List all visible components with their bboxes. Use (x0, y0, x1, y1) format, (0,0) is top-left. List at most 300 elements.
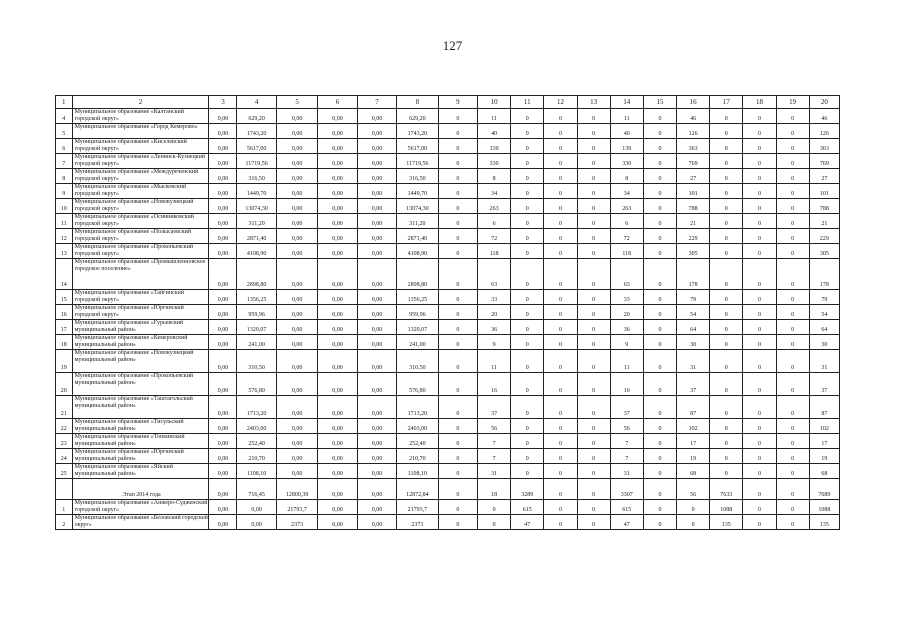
value-cell: 0 (544, 199, 577, 214)
value-cell: 0 (544, 419, 577, 434)
entity-name-cell: Муниципальное образование «Тисульский муниципальный район» (72, 419, 209, 434)
value-cell: 0,00 (209, 515, 237, 530)
value-cell: 0,00 (209, 335, 237, 350)
value-cell: 3289 (511, 479, 544, 500)
value-cell: 34 (478, 184, 511, 199)
value-cell: 7 (610, 449, 643, 464)
value-cell: 0,00 (357, 500, 396, 515)
value-cell: 0,00 (318, 214, 357, 229)
table-body (56, 96, 840, 530)
table-row (56, 500, 840, 515)
value-cell: 7689 (809, 479, 839, 500)
value-cell: 0 (710, 244, 743, 259)
value-cell: 0 (743, 229, 776, 244)
value-cell: 0,00 (209, 139, 237, 154)
value-cell: 1449,70 (237, 184, 276, 199)
value-cell: 0,00 (318, 305, 357, 320)
value-cell: 0 (544, 244, 577, 259)
value-cell: 33 (478, 290, 511, 305)
value-cell: 0,00 (318, 419, 357, 434)
value-cell: 252,40 (237, 434, 276, 449)
value-cell: 31 (809, 350, 839, 373)
value-cell: 0 (776, 109, 809, 124)
column-header: 9 (438, 96, 477, 109)
value-cell: 21793,7 (397, 500, 438, 515)
value-cell: 9 (478, 335, 511, 350)
value-cell: 0 (743, 434, 776, 449)
table-row (56, 373, 840, 396)
value-cell: 0,00 (318, 320, 357, 335)
value-cell: 0 (743, 154, 776, 169)
value-cell: 6 (478, 214, 511, 229)
value-cell: 21793,7 (276, 500, 317, 515)
column-header: 7 (357, 96, 396, 109)
value-cell: 0,00 (357, 373, 396, 396)
value-cell: 0 (511, 184, 544, 199)
value-cell: 0,00 (318, 479, 357, 500)
value-cell: 36 (610, 320, 643, 335)
table-row (56, 320, 840, 335)
entity-name-cell: Муниципальное образование «Анжеро-Судженский городской округ» (72, 500, 209, 515)
value-cell: 0 (511, 335, 544, 350)
value-cell: 46 (809, 109, 839, 124)
value-cell: 0 (577, 184, 610, 199)
table-row (56, 244, 840, 259)
value-cell: 0 (743, 335, 776, 350)
value-cell: 101 (677, 184, 710, 199)
row-number-cell: 8 (56, 169, 73, 184)
value-cell: 0 (710, 464, 743, 479)
value-cell: 0 (544, 214, 577, 229)
value-cell: 87 (809, 396, 839, 419)
value-cell: 0,00 (357, 139, 396, 154)
row-number-cell: 20 (56, 373, 73, 396)
value-cell: 0,00 (357, 419, 396, 434)
entity-name-cell: Муниципальное образование «Осинниковский городской округ» (72, 214, 209, 229)
value-cell: 11719,56 (237, 154, 276, 169)
value-cell: 118 (478, 244, 511, 259)
value-cell: 0 (511, 169, 544, 184)
value-cell: 0,00 (209, 479, 237, 500)
value-cell: 40 (610, 124, 643, 139)
row-number-cell: 23 (56, 434, 73, 449)
value-cell: 0 (511, 396, 544, 419)
value-cell: 0,00 (318, 139, 357, 154)
value-cell: 0 (577, 500, 610, 515)
value-cell: 0 (438, 419, 477, 434)
value-cell: 21 (809, 214, 839, 229)
value-cell: 0 (677, 515, 710, 530)
value-cell: 0 (438, 229, 477, 244)
value-cell: 0 (511, 419, 544, 434)
value-cell: 0 (544, 154, 577, 169)
value-cell: 0 (743, 464, 776, 479)
value-cell: 0 (710, 396, 743, 419)
table-row (56, 515, 840, 530)
value-cell: 0 (743, 515, 776, 530)
value-cell: 0,00 (318, 184, 357, 199)
entity-name-cell: Муниципальное образование «Юргинский муниципальный район» (72, 449, 209, 464)
value-cell: 0,00 (276, 244, 317, 259)
value-cell: 0 (776, 184, 809, 199)
value-cell: 0,00 (357, 305, 396, 320)
value-cell: 0,00 (318, 373, 357, 396)
value-cell: 0 (776, 199, 809, 214)
value-cell: 0,00 (209, 500, 237, 515)
value-cell: 0 (511, 373, 544, 396)
value-cell: 0 (643, 419, 676, 434)
value-cell: 0,00 (357, 229, 396, 244)
value-cell: 46 (677, 109, 710, 124)
value-cell: 252,40 (397, 434, 438, 449)
table-row (56, 464, 840, 479)
value-cell: 0 (743, 320, 776, 335)
value-cell: 0 (710, 229, 743, 244)
row-number-cell: 14 (56, 259, 73, 290)
value-cell: 305 (677, 244, 710, 259)
value-cell: 0,00 (209, 305, 237, 320)
value-cell: 0 (710, 259, 743, 290)
value-cell: 0 (544, 124, 577, 139)
column-header: 14 (610, 96, 643, 109)
value-cell: 0 (743, 214, 776, 229)
value-cell: 0,00 (357, 320, 396, 335)
value-cell: 87 (677, 396, 710, 419)
entity-name-cell: Муниципальное образование «Полысаевский городской округ» (72, 229, 209, 244)
value-cell: 0 (643, 335, 676, 350)
value-cell: 0 (643, 244, 676, 259)
value-cell: 13074,30 (397, 199, 438, 214)
table-row (56, 434, 840, 449)
value-cell: 0 (438, 259, 477, 290)
value-cell: 0,00 (357, 335, 396, 350)
value-cell: 0 (743, 169, 776, 184)
value-cell: 0 (776, 396, 809, 419)
value-cell: 0 (710, 290, 743, 305)
value-cell: 0 (776, 373, 809, 396)
total-row (56, 479, 840, 500)
value-cell: 0 (544, 515, 577, 530)
column-header: 16 (677, 96, 710, 109)
value-cell: 0 (511, 229, 544, 244)
value-cell: 0 (743, 109, 776, 124)
value-cell: 0 (710, 169, 743, 184)
value-cell: 0,00 (276, 320, 317, 335)
value-cell: 17 (809, 434, 839, 449)
value-cell: 0,00 (357, 515, 396, 530)
value-cell: 0 (438, 290, 477, 305)
value-cell: 0 (643, 109, 676, 124)
value-cell: 139 (610, 139, 643, 154)
value-cell: 241,00 (237, 335, 276, 350)
value-cell: 0,00 (318, 290, 357, 305)
value-cell: 4108,90 (397, 244, 438, 259)
value-cell: 0,00 (318, 169, 357, 184)
value-cell: 0,00 (357, 199, 396, 214)
value-cell: 0 (710, 373, 743, 396)
value-cell: 0 (743, 124, 776, 139)
value-cell: 64 (677, 320, 710, 335)
value-cell: 0,00 (318, 124, 357, 139)
value-cell: 0 (511, 449, 544, 464)
value-cell: 959,96 (397, 305, 438, 320)
value-cell: 1108,10 (397, 464, 438, 479)
value-cell: 615 (511, 500, 544, 515)
value-cell: 0 (577, 124, 610, 139)
row-number-cell (56, 479, 73, 500)
value-cell: 0 (438, 214, 477, 229)
value-cell: 0,00 (237, 500, 276, 515)
value-cell: 0 (743, 244, 776, 259)
value-cell: 0,00 (209, 373, 237, 396)
table-row (56, 305, 840, 320)
value-cell: 31 (610, 464, 643, 479)
value-cell: 37 (677, 373, 710, 396)
value-cell: 2373 (397, 515, 438, 530)
value-cell: 0,00 (318, 350, 357, 373)
entity-name-cell: Муниципальное образование «Ленинск-Кузнецкий городской округ» (72, 154, 209, 169)
value-cell: 47 (610, 515, 643, 530)
value-cell: 769 (677, 154, 710, 169)
value-cell: 6 (610, 214, 643, 229)
value-cell: 0 (776, 214, 809, 229)
value-cell: 311,20 (237, 214, 276, 229)
value-cell: 0 (511, 434, 544, 449)
value-cell: 0,00 (318, 244, 357, 259)
value-cell: 615 (610, 500, 643, 515)
value-cell: 576,80 (397, 373, 438, 396)
value-cell: 0 (577, 335, 610, 350)
value-cell: 0,00 (209, 434, 237, 449)
value-cell: 0,00 (276, 335, 317, 350)
value-cell: 0,00 (276, 259, 317, 290)
value-cell: 0 (478, 500, 511, 515)
value-cell: 2373 (276, 515, 317, 530)
value-cell: 0 (438, 244, 477, 259)
value-cell: 0,00 (318, 464, 357, 479)
value-cell: 0 (544, 500, 577, 515)
entity-name-cell: Муниципальное образование «Тайгинский городской округ» (72, 290, 209, 305)
value-cell: 0 (743, 396, 776, 419)
value-cell: 0 (577, 305, 610, 320)
page-number: 127 (442, 38, 463, 53)
value-cell: 0,00 (357, 109, 396, 124)
entity-name-cell: Муниципальное образование «Междуреченский городской округ» (72, 169, 209, 184)
value-cell: 0,00 (276, 290, 317, 305)
value-cell: 16 (610, 373, 643, 396)
value-cell: 37 (478, 396, 511, 419)
value-cell: 2403,00 (237, 419, 276, 434)
value-cell: 0 (478, 515, 511, 530)
row-number-cell: 1 (56, 500, 73, 515)
value-cell: 37 (610, 396, 643, 419)
value-cell: 40 (478, 124, 511, 139)
value-cell: 0,00 (318, 259, 357, 290)
value-cell: 0 (544, 259, 577, 290)
value-cell: 0 (743, 479, 776, 500)
value-cell: 0 (438, 464, 477, 479)
value-cell: 27 (809, 169, 839, 184)
value-cell: 0,00 (357, 169, 396, 184)
value-cell: 0,00 (318, 449, 357, 464)
value-cell: 0,00 (209, 214, 237, 229)
value-cell: 178 (809, 259, 839, 290)
value-cell: 0,00 (318, 199, 357, 214)
value-cell: 0 (577, 139, 610, 154)
value-cell: 16 (478, 373, 511, 396)
value-cell: 310,50 (397, 350, 438, 373)
table-row (56, 290, 840, 305)
value-cell: 0,00 (318, 500, 357, 515)
value-cell: 11 (610, 109, 643, 124)
column-header: 4 (237, 96, 276, 109)
value-cell: 0,00 (357, 184, 396, 199)
value-cell: 0 (577, 199, 610, 214)
value-cell: 0,00 (276, 373, 317, 396)
entity-name-cell: Этап 2014 года (72, 479, 209, 500)
value-cell: 0 (544, 139, 577, 154)
value-cell: 0,00 (276, 305, 317, 320)
value-cell: 0 (438, 515, 477, 530)
value-cell: 0 (577, 434, 610, 449)
value-cell: 178 (677, 259, 710, 290)
value-cell: 11719,56 (397, 154, 438, 169)
value-cell: 1743,20 (237, 124, 276, 139)
entity-name-cell: Муниципальное образование «Таштагольский муниципальный район» (72, 396, 209, 419)
value-cell: 11 (478, 350, 511, 373)
value-cell: 0 (776, 320, 809, 335)
value-cell: 0 (511, 199, 544, 214)
value-cell: 0 (710, 449, 743, 464)
table-row (56, 449, 840, 464)
value-cell: 0,00 (276, 419, 317, 434)
value-cell: 0 (643, 305, 676, 320)
value-cell: 0 (776, 419, 809, 434)
value-cell: 0 (776, 350, 809, 373)
table-row (56, 419, 840, 434)
value-cell: 0,00 (276, 154, 317, 169)
value-cell: 0,00 (276, 109, 317, 124)
value-cell: 0 (577, 259, 610, 290)
value-cell: 0,00 (209, 396, 237, 419)
value-cell: 0 (710, 184, 743, 199)
value-cell: 64 (809, 320, 839, 335)
row-number-cell: 11 (56, 214, 73, 229)
value-cell: 13074,30 (237, 199, 276, 214)
value-cell: 0,00 (209, 124, 237, 139)
value-cell: 12800,39 (276, 479, 317, 500)
table-row (56, 169, 840, 184)
value-cell: 0,00 (209, 109, 237, 124)
value-cell: 1449,70 (397, 184, 438, 199)
value-cell: 0,00 (357, 259, 396, 290)
value-cell: 0,00 (209, 320, 237, 335)
value-cell: 20 (478, 305, 511, 320)
value-cell: 0 (577, 290, 610, 305)
value-cell: 0 (776, 124, 809, 139)
column-header: 12 (544, 96, 577, 109)
value-cell: 126 (809, 124, 839, 139)
value-cell: 0 (710, 109, 743, 124)
entity-name-cell: Муниципальное образование «Прокопьевский городской округ» (72, 244, 209, 259)
header-row (56, 96, 840, 109)
value-cell: 0,00 (276, 434, 317, 449)
value-cell: 1320,07 (237, 320, 276, 335)
value-cell: 102 (677, 419, 710, 434)
value-cell: 0 (577, 479, 610, 500)
value-cell: 0 (643, 449, 676, 464)
table-row (56, 214, 840, 229)
value-cell: 0 (776, 305, 809, 320)
value-cell: 0 (710, 419, 743, 434)
value-cell: 1743,20 (397, 124, 438, 139)
value-cell: 0 (438, 320, 477, 335)
value-cell: 54 (677, 305, 710, 320)
row-number-cell: 7 (56, 154, 73, 169)
value-cell: 0,00 (276, 464, 317, 479)
value-cell: 0 (710, 320, 743, 335)
value-cell: 310,50 (237, 350, 276, 373)
value-cell: 0 (743, 419, 776, 434)
row-number-cell: 16 (56, 305, 73, 320)
value-cell: 0 (438, 500, 477, 515)
value-cell: 0 (710, 154, 743, 169)
value-cell: 11 (610, 350, 643, 373)
value-cell: 0,00 (209, 229, 237, 244)
row-number-cell: 12 (56, 229, 73, 244)
value-cell: 0,00 (357, 124, 396, 139)
value-cell: 0 (511, 139, 544, 154)
entity-name-cell: Муниципальное образование «Прокопьевский муниципальный район» (72, 373, 209, 396)
entity-name-cell: Муниципальное образование «Город Кемерово» (72, 124, 209, 139)
value-cell: 1088 (710, 500, 743, 515)
row-number-cell: 22 (56, 419, 73, 434)
value-cell: 0 (743, 350, 776, 373)
value-cell: 135 (710, 515, 743, 530)
value-cell: 363 (677, 139, 710, 154)
value-cell: 0 (776, 335, 809, 350)
value-cell: 0,00 (276, 214, 317, 229)
value-cell: 0 (544, 320, 577, 335)
value-cell: 0,00 (276, 139, 317, 154)
value-cell: 0,00 (209, 449, 237, 464)
value-cell: 0,00 (237, 515, 276, 530)
value-cell: 0 (643, 199, 676, 214)
value-cell: 0 (643, 154, 676, 169)
value-cell: 0,00 (276, 229, 317, 244)
value-cell: 210,70 (237, 449, 276, 464)
value-cell: 263 (478, 199, 511, 214)
value-cell: 0 (511, 244, 544, 259)
entity-name-cell: Муниципальное образование «Беловский городской округ» (72, 515, 209, 530)
row-number-cell: 19 (56, 350, 73, 373)
value-cell: 0 (776, 244, 809, 259)
value-cell: 72 (478, 229, 511, 244)
value-cell: 0 (577, 449, 610, 464)
value-cell: 0,00 (318, 154, 357, 169)
value-cell: 0 (511, 109, 544, 124)
value-cell: 47 (511, 515, 544, 530)
value-cell: 118 (610, 244, 643, 259)
table-row (56, 154, 840, 169)
value-cell: 0 (544, 464, 577, 479)
value-cell: 0 (511, 305, 544, 320)
value-cell: 0 (577, 464, 610, 479)
column-header: 10 (478, 96, 511, 109)
value-cell: 0,00 (209, 199, 237, 214)
value-cell: 0,00 (318, 515, 357, 530)
entity-name-cell: Муниципальное образование «Топкинский муниципальный район» (72, 434, 209, 449)
